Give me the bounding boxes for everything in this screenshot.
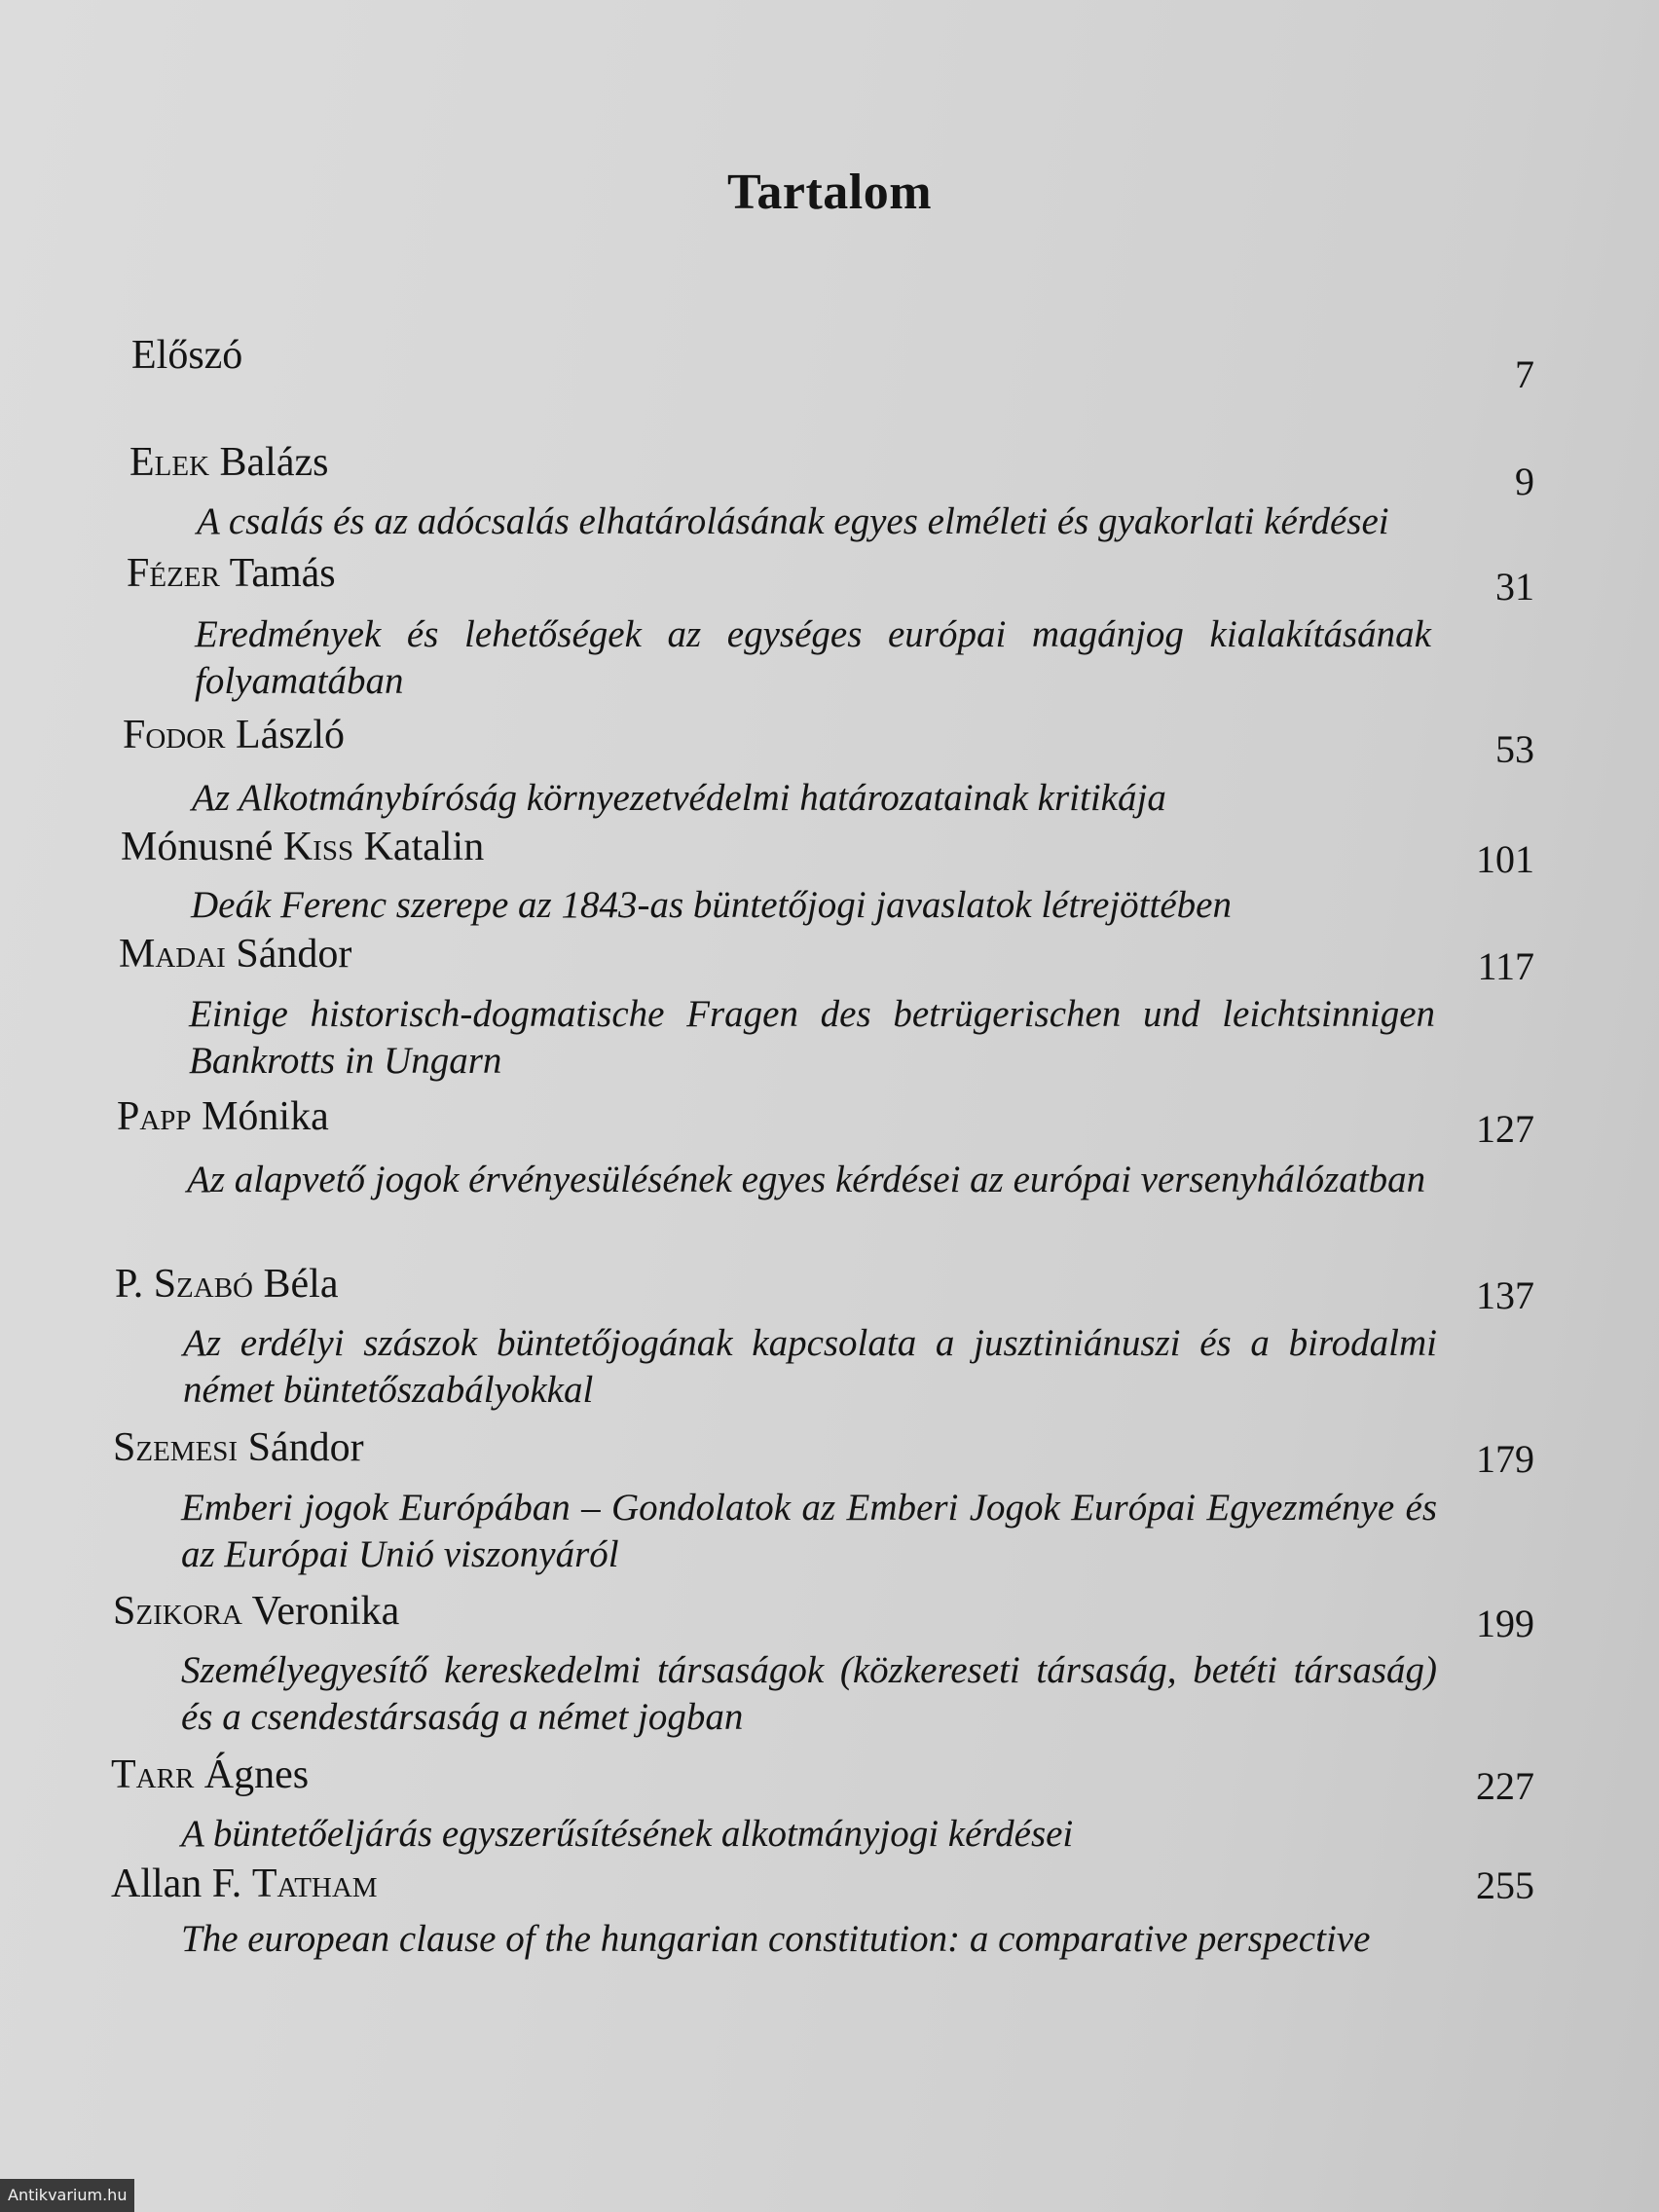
author-surname: Szikora — [113, 1589, 242, 1634]
page-number: 31 — [1495, 565, 1534, 608]
page-number: 137 — [1476, 1273, 1534, 1317]
author-name — [123, 711, 345, 759]
article-title: The european clause of the hungarian constitution: a comparative perspective — [181, 1918, 1371, 1960]
author-name — [129, 438, 328, 487]
article-title: Emberi jogok Európában – Gondolatok az Emberi Jogok Európai Egyezménye és az Európai Unió viszonyáról — [181, 1487, 1437, 1575]
page-number: 7 — [1515, 352, 1534, 396]
author-name — [121, 823, 484, 871]
article-title: A csalás és az adócsalás elhatárolásának egyes elméleti és gyakorlati kérdései — [197, 500, 1389, 542]
article-title: Az erdélyi szászok büntetőjogának kapcsolata a jusztiniánuszi és a birodalmi német büntetőszabályokkal — [183, 1322, 1437, 1411]
page-number: 9 — [1515, 460, 1534, 503]
author-given-name: Tamás — [229, 551, 336, 596]
page-number: 179 — [1476, 1437, 1534, 1481]
author-surname: Papp — [117, 1094, 192, 1139]
article-title: Deák Ferenc szerepe az 1843-as büntetőjogi javaslatok létrejöttében — [191, 884, 1232, 926]
author-surname: Szemesi — [113, 1425, 239, 1470]
author-name — [115, 1260, 338, 1309]
author-surname: Kiss — [282, 825, 354, 869]
preface-label: Előszó — [131, 333, 243, 378]
page-number: 101 — [1476, 837, 1534, 881]
author-name-prefix: Mónusné — [121, 825, 274, 869]
page-number: 53 — [1495, 727, 1534, 771]
author-name — [111, 1751, 309, 1799]
author-surname: Szabó — [153, 1262, 254, 1307]
author-given-name: Ágnes — [203, 1752, 310, 1797]
author-given-name: László — [236, 713, 345, 757]
article-title: A büntetőeljárás egyszerűsítésének alkotmányjogi kérdései — [181, 1813, 1074, 1855]
author-name — [113, 1587, 399, 1636]
article-title: Az alapvető jogok érvényesülésének egyes kérdései az európai versenyhálózatban — [187, 1159, 1426, 1200]
author-surname: Elek — [129, 440, 210, 485]
author-surname: Fodor — [123, 713, 226, 757]
author-given-name: Béla — [263, 1262, 339, 1307]
article-title: Az Alkotmánybíróság környezetvédelmi határozatainak kritikája — [192, 777, 1166, 819]
author-given-name: Sándor — [247, 1425, 364, 1470]
author-name — [127, 549, 336, 598]
author-surname: Madai — [119, 932, 226, 977]
author-given-name: Katalin — [363, 825, 485, 869]
site-watermark: Antikvarium.hu — [0, 2179, 134, 2212]
page-number: 255 — [1476, 1863, 1534, 1907]
page-number: 227 — [1476, 1764, 1534, 1808]
author-name — [117, 1092, 329, 1141]
page-number: 127 — [1476, 1107, 1534, 1151]
article-title: Einige historisch-dogmatische Fragen des betrügerischen und leichtsinnigen Bankrotts in Ungarn — [189, 993, 1435, 1082]
author-given-name: Balázs — [219, 440, 329, 485]
author-surname: Tatham — [251, 1862, 378, 1906]
page-number: 117 — [1477, 944, 1534, 988]
author-name — [113, 1423, 364, 1472]
author-name — [111, 1860, 378, 1908]
page-title: Tartalom — [726, 165, 933, 220]
author-surname: Tarr — [111, 1752, 195, 1797]
author-name-prefix: Allan F. — [111, 1862, 242, 1906]
author-given-name: Sándor — [236, 932, 352, 977]
author-given-name: Mónika — [202, 1094, 329, 1139]
author-name — [119, 930, 351, 978]
page-number: 199 — [1476, 1602, 1534, 1645]
author-surname: Fézer — [127, 551, 220, 596]
article-title: Eredmények és lehetőségek az egységes európai magánjog kialakításának folyamatában — [195, 613, 1431, 702]
author-name-prefix: P. — [115, 1262, 144, 1307]
author-given-name: Veronika — [251, 1589, 400, 1634]
article-title: Személyegyesítő kereskedelmi társaságok (közkereseti társaság, betéti társaság) és a csendestársaság a német jogban — [181, 1649, 1437, 1738]
